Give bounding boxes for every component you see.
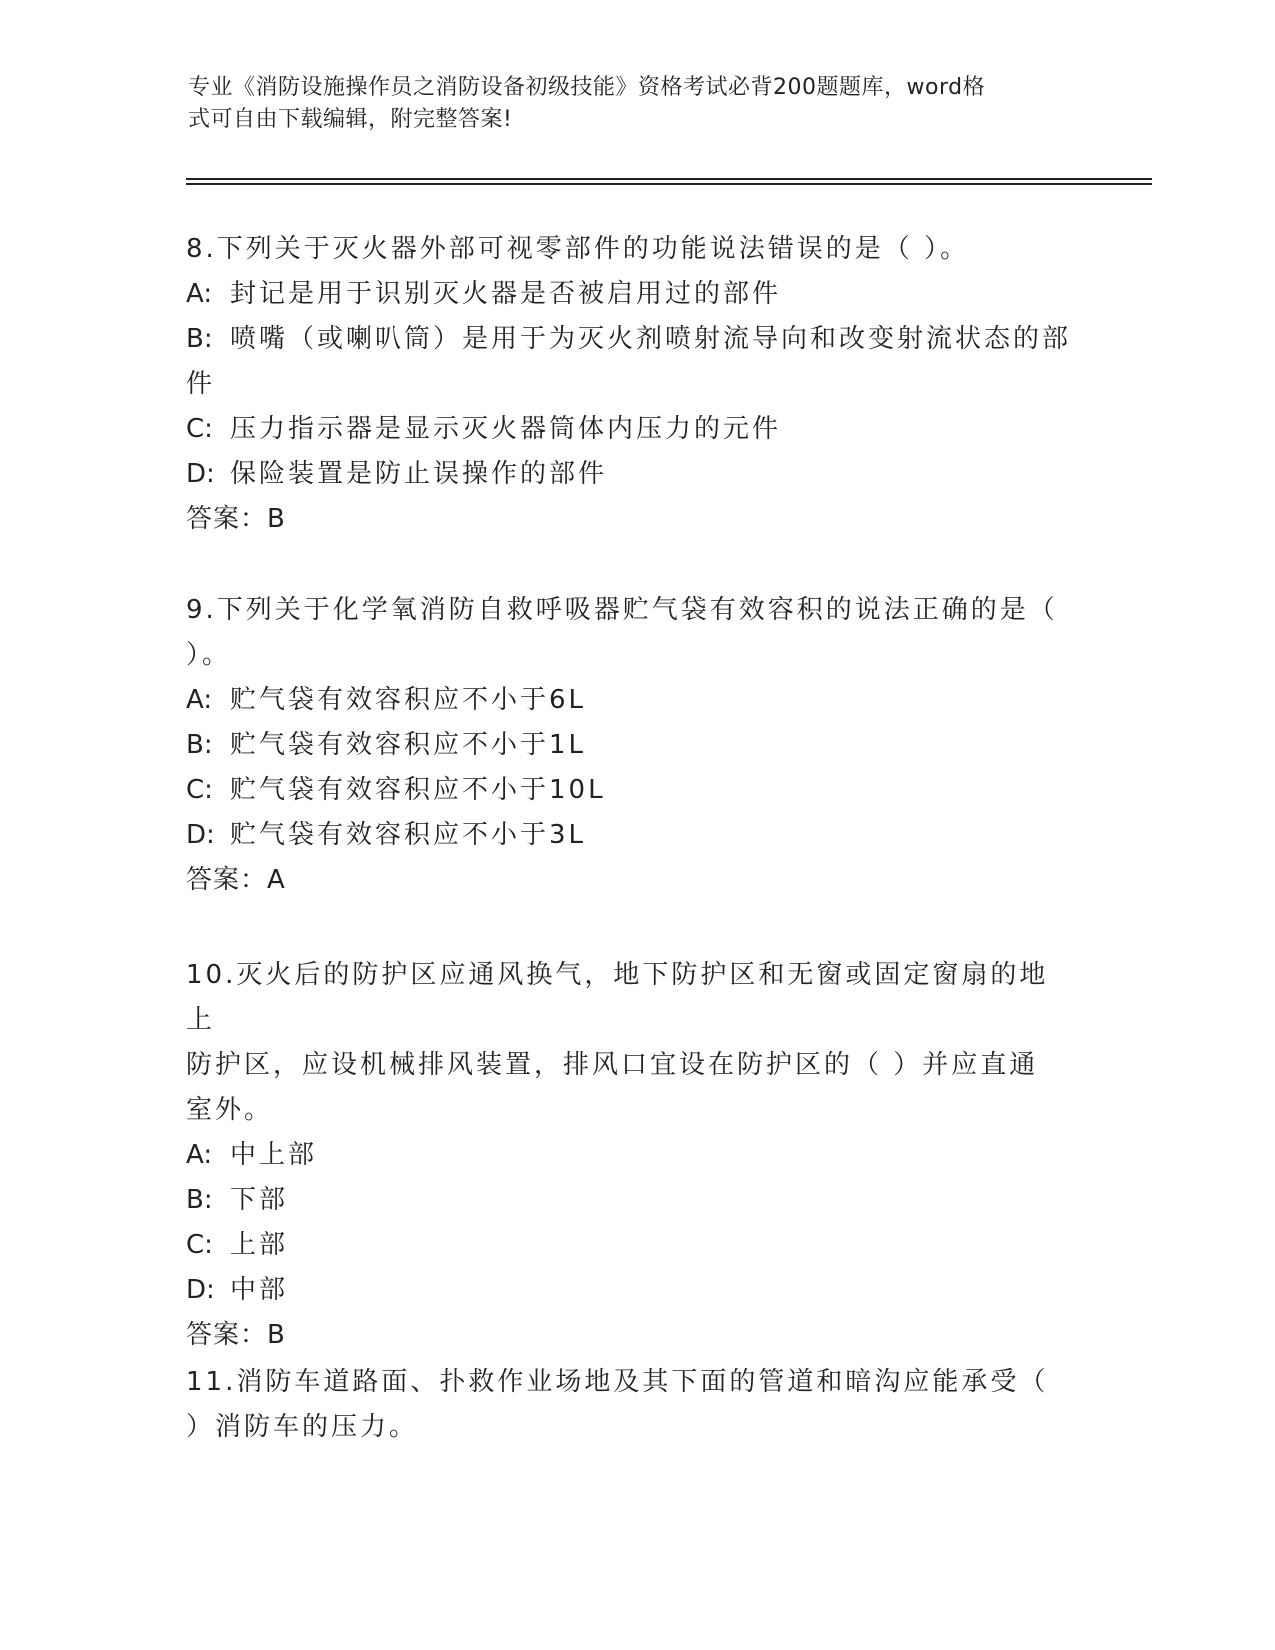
question-stem-continued: 防护区，应设机械排风装置，排风口宜设在防护区的（ ）并应直通 — [186, 1050, 1039, 1080]
option-a: A: 贮气袋有效容积应不小于6L — [186, 685, 587, 715]
header-divider-top — [186, 178, 1152, 180]
question-11 — [186, 1360, 1076, 1450]
option-c: C: 压力指示器是显示灭火器筒体内压力的元件 — [186, 414, 782, 444]
option-d: D: 贮气袋有效容积应不小于3L — [186, 820, 587, 850]
question-9 — [186, 588, 1076, 903]
question-10 — [186, 953, 1076, 1358]
question-stem: 9.下列关于化学氧消防自救呼吸器贮气袋有效容积的说法正确的是（ — [186, 595, 1058, 625]
question-stem: 8.下列关于灭火器外部可视零部件的功能说法错误的是（ ）。 — [186, 234, 970, 264]
header-line-2: 式可自由下载编辑，附完整答案! — [188, 107, 513, 132]
question-stem-continued: ）。 — [186, 640, 232, 670]
document-header — [188, 72, 1068, 136]
option-a: A: 中上部 — [186, 1140, 318, 1170]
question-8 — [186, 227, 1076, 542]
question-stem: 11.消防车道路面、扑救作业场地及其下面的管道和暗沟应能承受（ — [186, 1367, 1049, 1397]
option-c: C: 贮气袋有效容积应不小于10L — [186, 775, 606, 805]
option-b: B: 贮气袋有效容积应不小于1L — [186, 730, 587, 760]
option-b: B: 喷嘴（或喇叭筒）是用于为灭火剂喷射流导向和改变射流状态的部 — [186, 324, 1072, 354]
option-a: A: 封记是用于识别灭火器是否被启用过的部件 — [186, 279, 782, 309]
question-stem: 10.灭火后的防护区应通风换气，地下防护区和无窗或固定窗扇的地上 — [186, 960, 1049, 1035]
question-stem-continued: ）消防车的压力。 — [186, 1412, 419, 1442]
header-line-1: 专业《消防设施操作员之消防设备初级技能》资格考试必背200题题库，word格 — [188, 75, 986, 100]
option-b-continued: 件 — [186, 369, 216, 399]
option-b: B: 下部 — [186, 1185, 289, 1215]
answer: 答案：A — [186, 865, 286, 895]
question-stem-continued: 室外。 — [186, 1095, 274, 1125]
answer: 答案：B — [186, 504, 286, 534]
option-c: C: 上部 — [186, 1230, 289, 1260]
answer: 答案：B — [186, 1320, 286, 1350]
header-divider-bottom — [186, 183, 1152, 185]
option-d: D: 中部 — [186, 1275, 289, 1305]
option-d: D: 保险装置是防止误操作的部件 — [186, 459, 608, 489]
